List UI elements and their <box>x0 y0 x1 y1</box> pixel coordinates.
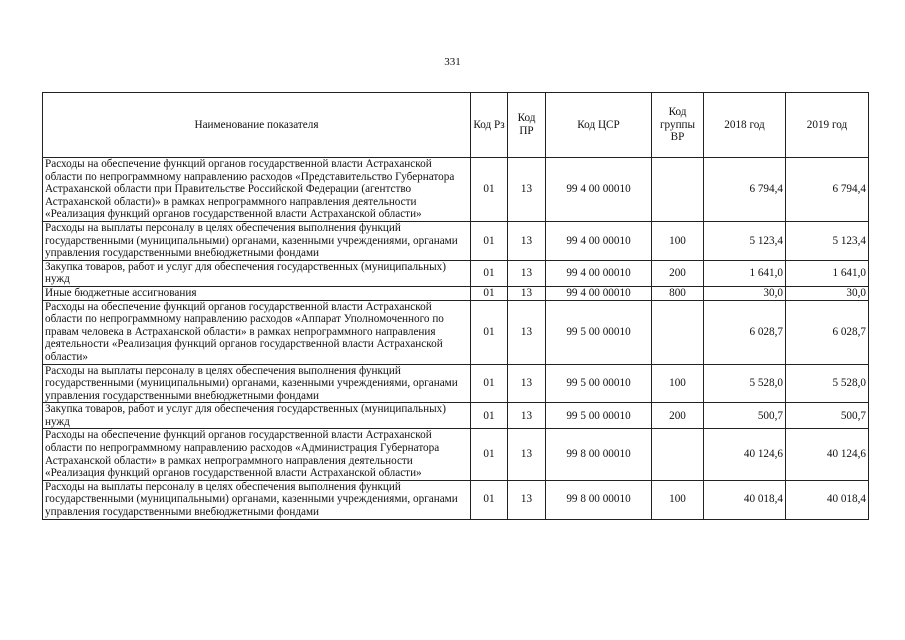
row-2019-cell: 40 124,6 <box>786 429 869 480</box>
row-pr-cell: 13 <box>508 429 546 480</box>
table-row <box>43 364 869 403</box>
table-header-row <box>43 93 869 158</box>
row-rz-cell: 01 <box>471 429 508 480</box>
row-2018-cell: 6 028,7 <box>704 300 786 364</box>
table-row <box>43 300 869 364</box>
row-2018-cell: 40 018,4 <box>704 480 786 519</box>
row-2019-cell: 5 528,0 <box>786 364 869 403</box>
row-2018-cell: 5 528,0 <box>704 364 786 403</box>
row-pr-cell: 13 <box>508 480 546 519</box>
table-row <box>43 429 869 480</box>
row-name-cell: Расходы на обеспечение функций органов государственной власти Астраханской области по непрограммному направлению расходов «Администрация Губернатора Астраханской области» в рамках непрограммного направления деятельности «Реализация функций органов государственной власти Астраханской области» <box>43 429 471 480</box>
row-vr-cell: 100 <box>652 480 704 519</box>
row-name-cell: Расходы на обеспечение функций органов государственной власти Астраханской области по непрограммному направлению расходов «Представительство Губернатора Астраханской области при Правительстве Российской Федерации (агентство Астраханской области)» в рамках непрограммного направления деятельности «Реализация функций органов государственной власти Астраханской области» <box>43 158 471 222</box>
row-rz-cell: 01 <box>471 300 508 364</box>
row-csr-cell: 99 5 00 00010 <box>546 403 652 429</box>
table-row <box>43 403 869 429</box>
row-csr-cell: 99 4 00 00010 <box>546 221 652 260</box>
row-pr-cell: 13 <box>508 158 546 222</box>
row-csr-cell: 99 5 00 00010 <box>546 300 652 364</box>
row-rz-cell: 01 <box>471 364 508 403</box>
row-2018-cell: 1 641,0 <box>704 260 786 286</box>
row-2018-cell: 5 123,4 <box>704 221 786 260</box>
row-2018-cell: 6 794,4 <box>704 158 786 222</box>
row-pr-cell: 13 <box>508 364 546 403</box>
table-row <box>43 480 869 519</box>
row-name-cell: Иные бюджетные ассигнования <box>43 286 471 300</box>
row-2019-cell: 5 123,4 <box>786 221 869 260</box>
row-name-cell: Расходы на выплаты персоналу в целях обеспечения выполнения функций государственными (муниципальными) органами, казенными учреждениями, органами управления государственными внебюджетными фондами <box>43 221 471 260</box>
table-row <box>43 221 869 260</box>
row-vr-cell: 200 <box>652 260 704 286</box>
row-csr-cell: 99 4 00 00010 <box>546 158 652 222</box>
row-csr-cell: 99 4 00 00010 <box>546 260 652 286</box>
row-2019-cell: 6 794,4 <box>786 158 869 222</box>
table-row <box>43 286 869 300</box>
table-row <box>43 260 869 286</box>
row-rz-cell: 01 <box>471 480 508 519</box>
budget-table <box>42 92 869 520</box>
row-vr-cell <box>652 158 704 222</box>
row-name-cell: Расходы на обеспечение функций органов государственной власти Астраханской области по непрограммному направлению расходов «Аппарат Уполномоченного по правам человека в Астраханской области» в рамках непрограммного направления деятельности «Реализация функций органов государственной власти Астраханской области» <box>43 300 471 364</box>
row-pr-cell: 13 <box>508 403 546 429</box>
row-2019-cell: 1 641,0 <box>786 260 869 286</box>
row-csr-cell: 99 5 00 00010 <box>546 364 652 403</box>
row-csr-cell: 99 4 00 00010 <box>546 286 652 300</box>
row-pr-cell: 13 <box>508 286 546 300</box>
table-row <box>43 158 869 222</box>
header-name: Наименование показателя <box>43 93 471 158</box>
header-vr: Код группы ВР <box>652 93 704 158</box>
row-csr-cell: 99 8 00 00010 <box>546 480 652 519</box>
header-2019: 2019 год <box>786 93 869 158</box>
header-rz: Код Рз <box>471 93 508 158</box>
row-2018-cell: 30,0 <box>704 286 786 300</box>
row-name-cell: Закупка товаров, работ и услуг для обеспечения государственных (муниципальных) нужд <box>43 260 471 286</box>
row-rz-cell: 01 <box>471 260 508 286</box>
row-vr-cell: 800 <box>652 286 704 300</box>
row-vr-cell: 100 <box>652 221 704 260</box>
row-2018-cell: 500,7 <box>704 403 786 429</box>
row-rz-cell: 01 <box>471 221 508 260</box>
row-rz-cell: 01 <box>471 286 508 300</box>
row-vr-cell <box>652 429 704 480</box>
row-pr-cell: 13 <box>508 260 546 286</box>
row-rz-cell: 01 <box>471 158 508 222</box>
page-number: 331 <box>444 56 461 68</box>
row-csr-cell: 99 8 00 00010 <box>546 429 652 480</box>
row-vr-cell <box>652 300 704 364</box>
row-pr-cell: 13 <box>508 221 546 260</box>
table-body <box>43 158 869 520</box>
header-pr: Код ПР <box>508 93 546 158</box>
row-rz-cell: 01 <box>471 403 508 429</box>
header-2018: 2018 год <box>704 93 786 158</box>
row-2019-cell: 30,0 <box>786 286 869 300</box>
row-vr-cell: 200 <box>652 403 704 429</box>
row-2018-cell: 40 124,6 <box>704 429 786 480</box>
row-pr-cell: 13 <box>508 300 546 364</box>
row-2019-cell: 40 018,4 <box>786 480 869 519</box>
row-name-cell: Расходы на выплаты персоналу в целях обеспечения выполнения функций государственными (муниципальными) органами, казенными учреждениями, органами управления государственными внебюджетными фондами <box>43 364 471 403</box>
row-vr-cell: 100 <box>652 364 704 403</box>
row-name-cell: Расходы на выплаты персоналу в целях обеспечения выполнения функций государственными (муниципальными) органами, казенными учреждениями, органами управления государственными внебюджетными фондами <box>43 480 471 519</box>
row-2019-cell: 500,7 <box>786 403 869 429</box>
row-name-cell: Закупка товаров, работ и услуг для обеспечения государственных (муниципальных) нужд <box>43 403 471 429</box>
row-2019-cell: 6 028,7 <box>786 300 869 364</box>
header-csr: Код ЦСР <box>546 93 652 158</box>
